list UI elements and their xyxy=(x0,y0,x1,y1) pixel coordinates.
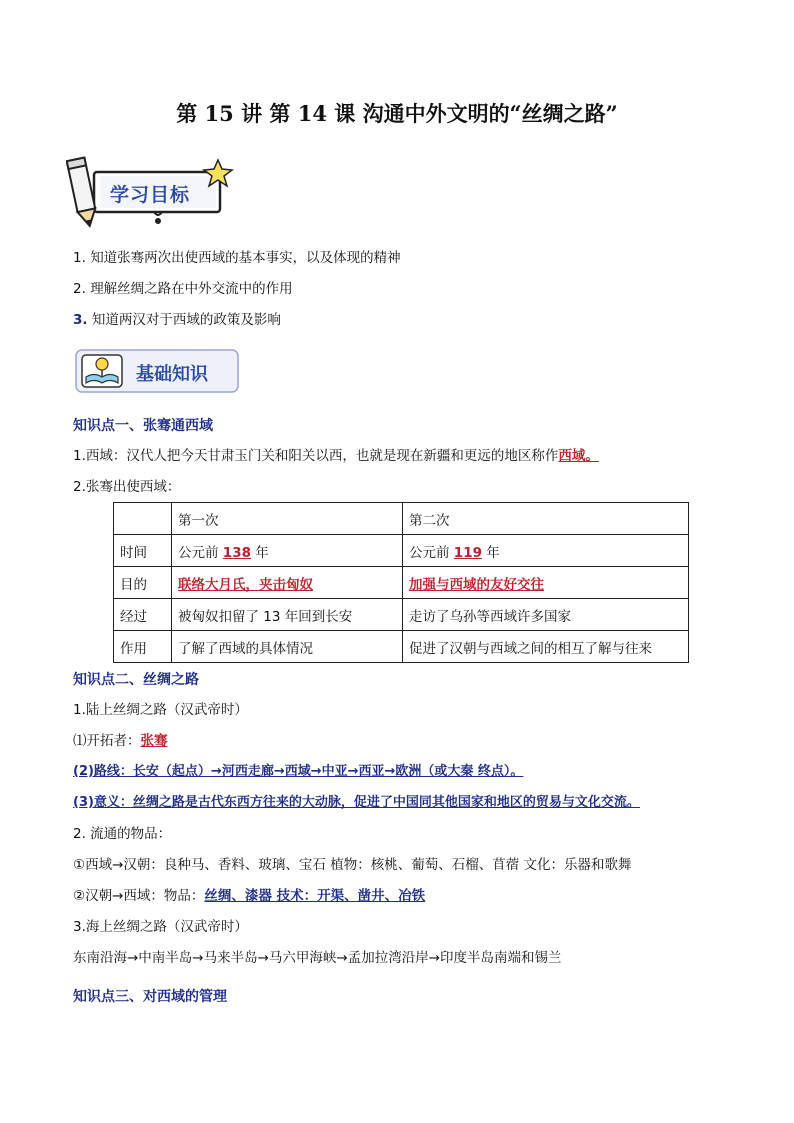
goal-item: 3. 知道两汉对于西域的政策及影响 xyxy=(73,312,281,328)
route: (2)路线：长安（起点）→河西走廊→西域→中亚→西亚→欧洲（或大秦 终点）。 xyxy=(73,764,524,779)
sea-route: 东南沿海→中南半岛→马来半岛→马六甲海峡→孟加拉湾沿岸→印度半岛南端和锡兰 xyxy=(73,950,562,966)
page-title: 第 15 讲 第 14 课 沟通中外文明的“丝绸之路” xyxy=(176,101,618,126)
table-row: 经过 被匈奴扣留了 13 年回到长安 走访了乌孙等西域许多国家 xyxy=(114,599,689,631)
table-row: 目的 联络大月氏，夹击匈奴 加强与西域的友好交往 xyxy=(114,567,689,599)
section-heading-1: 知识点一、张骞通西域 xyxy=(73,418,213,434)
learning-goals-banner xyxy=(66,154,236,230)
goods-west-to-han: ①西域→汉朝：良种马、香料、玻璃、宝石 植物：核桃、葡萄、石榴、苜蓿 文化：乐器和歌舞 xyxy=(73,857,632,873)
section-heading-3: 知识点三、对西域的管理 xyxy=(73,989,227,1005)
learning-goals-title: 学习目标 xyxy=(110,184,191,206)
zhangqian-label: 2.张骞出使西域： xyxy=(73,479,181,495)
section-heading-2: 知识点二、丝绸之路 xyxy=(73,672,199,688)
table-header-row: 第一次 第二次 xyxy=(114,503,689,535)
basic-knowledge-title: 基础知识 xyxy=(136,364,208,385)
mission-table xyxy=(113,502,689,663)
goal-item: 1. 知道张骞两次出使西域的基本事实，以及体现的精神 xyxy=(73,250,401,266)
table-row: 时间 公元前 138 年 公元前 119 年 xyxy=(114,535,689,567)
land-silk-road: 1.陆上丝绸之路（汉武帝时） xyxy=(73,702,248,718)
significance: (3)意义：丝绸之路是古代东西方往来的大动脉，促进了中国同其他国家和地区的贸易与文化交流。 xyxy=(73,795,640,810)
basic-knowledge-banner xyxy=(74,347,244,397)
goods-han-to-west: ②汉朝→西域：物品：丝绸、漆器 技术：开渠、凿井、冶铁 xyxy=(73,888,426,904)
table-row: 作用 了解了西域的具体情况 促进了汉朝与西域之间的相互了解与往来 xyxy=(114,631,689,663)
pioneer: ⑴开拓者：张骞 xyxy=(73,733,168,749)
sea-silk-road: 3.海上丝绸之路（汉武帝时） xyxy=(73,919,248,935)
goods-label: 2. 流通的物品： xyxy=(73,826,172,842)
goal-item: 2. 理解丝绸之路在中外交流中的作用 xyxy=(73,281,293,297)
xiyu-definition: 1.西域：汉代人把今天甘肃玉门关和阳关以西，也就是现在新疆和更远的地区称作西域。 xyxy=(73,448,599,464)
